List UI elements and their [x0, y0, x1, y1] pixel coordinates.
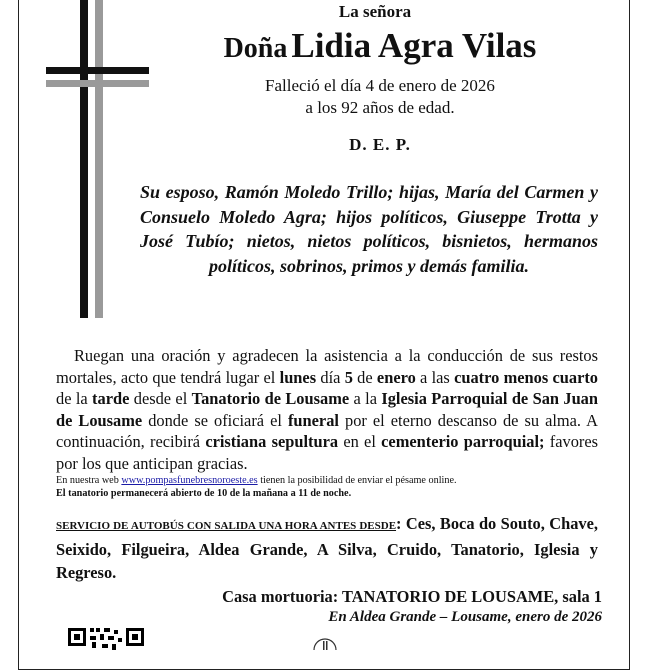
casa-mortuoria: Casa mortuoria: TANATORIO DE LOUSAME, sala 1 [222, 587, 602, 606]
bus-service [56, 512, 598, 584]
family-text: Su esposo, Ramón Moledo Trillo; hijas, María del Carmen y Consuelo Moledo Agra; hijos políticos, Giuseppe Trotta y José Tubío; nietos, nietos políticos, bisnietos, hermanos políticos, sobrinos, primos y demás familia. [140, 182, 598, 276]
family-list [140, 180, 598, 278]
death-date: Falleció el día 4 de enero de 2026 [265, 76, 495, 95]
website-link[interactable]: www.pompasfunebresnoroeste.es [121, 475, 258, 486]
tanatorio-hours: El tanatorio permanecerá abierto de 10 de la mañana a 11 de noche. [56, 488, 352, 499]
funeral-home-logo-icon [312, 636, 338, 650]
bus-stops: : Ces, Boca do Souto, Chave, Seixido, Filgueira, Aldea Grande, A Silva, Cruido, Tanatorio, Iglesia y Regreso. [56, 514, 598, 582]
honorific: Doña [223, 33, 288, 64]
full-name: Lidia Agra Vilas [291, 26, 537, 65]
deceased-name [170, 26, 590, 66]
web-note: En nuestra web www.pompasfunebresnoroeste.es tienen la posibilidad de enviar el pésame online. [56, 475, 457, 486]
death-age: a los 92 años de edad. [305, 98, 455, 117]
place-date: En Aldea Grande – Lousame, enero de 2026 [328, 609, 602, 625]
death-info [200, 75, 560, 119]
intro-text: La señora [338, 2, 412, 21]
bus-heading: SERVICIO DE AUTOBÚS CON SALIDA UNA HORA ANTES DESDE [56, 520, 397, 532]
ceremony-paragraph: Ruegan una oración y agradecen la asistencia a la conducción de sus restos mortales, acto que tendrá lugar el lunes día 5 de enero a las cuatro menos cuarto de la tarde desde el Tanatorio de Lousame a la Iglesia Parroquial de San Juan de Lousame donde se oficiará el funeral por el eterno descanso de su alma. A continuación, recibirá cristiana sepultura en el cementerio parroquial; favores por los que anticipan gracias. [56, 346, 599, 473]
qr-code-icon [66, 626, 146, 650]
rip-text: D. E. P. [349, 135, 411, 154]
